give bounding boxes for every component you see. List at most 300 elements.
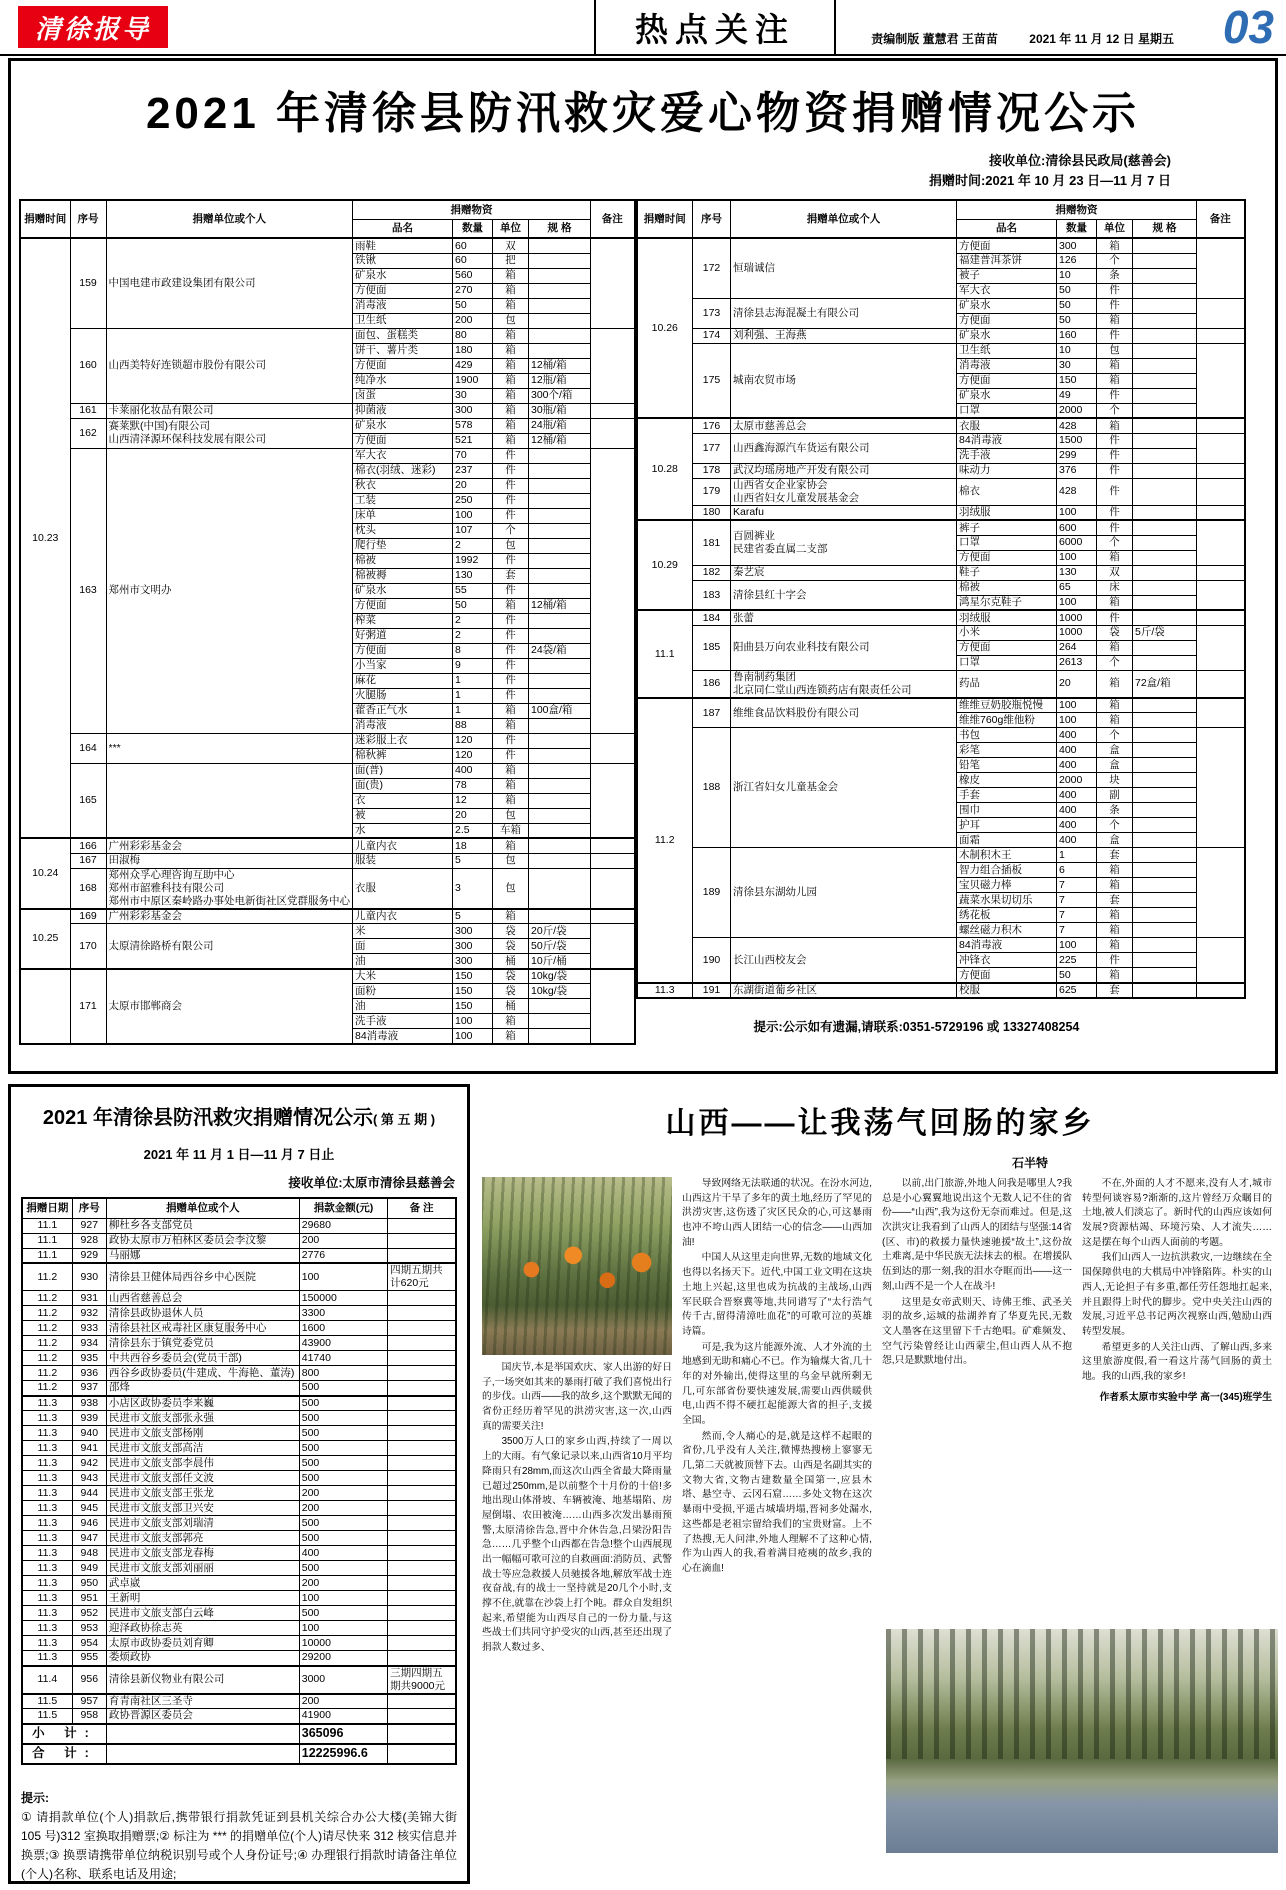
table-cell <box>1133 655 1197 670</box>
table-cell: 棉衣(羽绒、迷彩) <box>353 463 453 478</box>
table-cell: 931 <box>72 1291 106 1306</box>
table-cell: 桶 <box>493 999 529 1014</box>
table-cell: 箱 <box>1097 550 1133 565</box>
table-cell: 件 <box>493 673 529 688</box>
table-cell <box>1133 728 1197 743</box>
table-cell: 箱 <box>1097 238 1133 253</box>
table-cell: 件 <box>493 733 529 748</box>
table-cell: 套 <box>1097 848 1133 863</box>
table-cell <box>388 1291 456 1306</box>
table-cell <box>1133 640 1197 655</box>
table-cell: 11.3 <box>22 1486 72 1501</box>
table-cell <box>591 763 635 838</box>
table-cell: 棉衣 <box>957 478 1057 505</box>
table-cell: 箱 <box>1097 908 1133 923</box>
table-cell: 100 <box>1057 938 1097 953</box>
table-cell: 167 <box>70 853 106 868</box>
table-cell: 169 <box>70 909 106 924</box>
table-cell: 300 <box>453 954 493 969</box>
money-row <box>22 1381 456 1396</box>
table-cell: 面包、蛋糕类 <box>353 328 453 343</box>
table-cell <box>529 478 591 493</box>
table-cell: 方便面 <box>957 640 1057 655</box>
table-cell: 箱 <box>493 1029 529 1044</box>
table-cell: 爬行垫 <box>353 538 453 553</box>
table-cell: 200 <box>299 1501 387 1516</box>
table-cell: 300个/箱 <box>529 388 591 403</box>
table-cell <box>529 583 591 598</box>
table-cell: 单位 <box>1097 219 1133 238</box>
table-cell: 3000 <box>299 1666 387 1694</box>
table-cell <box>1133 373 1197 388</box>
receiver-line: 接收单位:清徐县民政局(慈善会) <box>989 153 1171 168</box>
table-cell <box>529 298 591 313</box>
table-cell: 300 <box>453 924 493 939</box>
article-paragraph: 以前,出门旅游,外地人问我是哪里人?我总是小心翼翼地说出这个无数人记不住的省份——“山西”,我为这份无奈而难过。但是,这次洪灾让我看到了山西人的团结与坚强:14省(区、市)的救援力量快速驰援“故土”,这份故土难离,是中华民族无法抹去的根。在增援队伍到达的那一刻,我的泪水夺眶而出——这一刻,山西不是一个人在战斗! <box>882 1178 1072 1292</box>
table-cell: 50 <box>1057 968 1097 983</box>
table-cell: 12225996.6 <box>299 1744 387 1764</box>
table-cell: 大米 <box>353 969 453 984</box>
table-cell: 民进市文旅支部杨刚 <box>106 1426 299 1441</box>
table-cell: 929 <box>72 1248 106 1263</box>
table-cell: 书包 <box>957 728 1057 743</box>
money-row <box>22 1366 456 1381</box>
table-cell: 备注 <box>1197 200 1245 238</box>
table-cell: 2000 <box>1057 773 1097 788</box>
table-cell: 个 <box>1097 535 1133 550</box>
table-cell <box>1197 478 1245 505</box>
table-cell: 65 <box>1057 580 1097 595</box>
table-cell: 件 <box>493 628 529 643</box>
total-row <box>22 1744 456 1764</box>
table-cell: 936 <box>72 1366 106 1381</box>
table-cell: 郑州众孚心理咨询互助中心 郑州市韶雅科技有限公司 郑州市中原区秦岭路办事处电新街社区党群服务中心 <box>106 868 353 909</box>
table-cell: 水 <box>353 823 453 838</box>
table-cell <box>1133 478 1197 505</box>
table-cell: 6000 <box>1057 535 1097 550</box>
table-cell: 184 <box>693 610 731 625</box>
table-cell: 个 <box>1097 403 1133 418</box>
table-cell: 方便面 <box>957 550 1057 565</box>
table-cell: 11.1 <box>22 1248 72 1263</box>
table-cell: 60 <box>453 253 493 268</box>
table-cell: 933 <box>72 1321 106 1336</box>
table-cell <box>388 1709 456 1724</box>
table-cell <box>529 493 591 508</box>
table-cell: 1 <box>1057 848 1097 863</box>
table-cell <box>1197 983 1245 998</box>
table-cell: 卫生纸 <box>957 343 1057 358</box>
table-cell: 件 <box>1097 328 1133 343</box>
table-cell: 29680 <box>299 1218 387 1233</box>
table-cell <box>1133 610 1197 625</box>
table-cell: 备 注 <box>388 1198 456 1218</box>
article-paragraph: 国庆节,本是举国欢庆、家人出游的好日子,一场突如其来的暴雨打破了我们喜悦出行的步伐。山西——我的故乡,这个默默无闻的省份正经历着罕见的洪涝灾害,这一次,山西真的需要关注! <box>482 1362 672 1432</box>
table-cell: 矿泉水 <box>353 418 453 433</box>
table-cell: 935 <box>72 1351 106 1366</box>
table-cell <box>1197 343 1245 418</box>
flood-rescue-photo <box>482 1177 672 1355</box>
table-cell: 11.2 <box>22 1366 72 1381</box>
table-cell: 迷彩服上衣 <box>353 733 453 748</box>
table-cell: 50 <box>1057 298 1097 313</box>
table-cell: 11.2 <box>637 698 693 983</box>
table-cell: 捐赠日期 <box>22 1198 72 1218</box>
goods-row <box>20 924 635 939</box>
table-cell: 方便面 <box>957 313 1057 328</box>
money-row <box>22 1636 456 1651</box>
table-cell: 2000 <box>1057 403 1097 418</box>
table-cell: 24袋/箱 <box>529 643 591 658</box>
goods-row <box>20 868 635 909</box>
table-cell <box>1197 610 1245 625</box>
goods-table-right-wrap <box>636 199 1246 1035</box>
table-cell: 126 <box>1057 253 1097 268</box>
goods-row <box>20 853 635 868</box>
table-cell: 1600 <box>299 1321 387 1336</box>
table-cell: 福建普洱茶饼 <box>957 253 1057 268</box>
table-cell <box>529 508 591 523</box>
table-cell: 件 <box>1097 448 1133 463</box>
table-cell <box>1133 833 1197 848</box>
table-cell: 500 <box>299 1381 387 1396</box>
table-cell: 41900 <box>299 1709 387 1724</box>
table-cell: 10.23 <box>20 238 70 838</box>
table-cell: 秋衣 <box>353 478 453 493</box>
table-cell: 237 <box>453 463 493 478</box>
table-cell: 件 <box>1097 953 1133 968</box>
table-cell: 木制积木王 <box>957 848 1057 863</box>
table-cell: 消毒液 <box>353 298 453 313</box>
table-cell: 件 <box>1097 433 1133 448</box>
donation-goods-table <box>636 199 1246 999</box>
table-cell: 口罩 <box>957 535 1057 550</box>
article-body <box>482 1177 1278 1853</box>
table-cell: 182 <box>693 565 731 580</box>
table-cell: 2 <box>453 628 493 643</box>
money-row <box>22 1531 456 1546</box>
table-cell: 箱 <box>493 418 529 433</box>
table-cell: 50 <box>1057 313 1097 328</box>
table-cell: 蔬菜水果切切乐 <box>957 893 1057 908</box>
table-cell: 维维豆奶胶瓶悦慢 <box>957 698 1057 713</box>
table-cell: 盒 <box>1097 743 1133 758</box>
money-row <box>22 1248 456 1263</box>
table-cell <box>529 763 591 778</box>
table-cell <box>106 763 353 838</box>
table-cell: 1500 <box>1057 433 1097 448</box>
table-cell: 藿香正气水 <box>353 703 453 718</box>
table-cell: 包 <box>493 868 529 909</box>
table-cell <box>1197 328 1245 343</box>
table-cell: 950 <box>72 1576 106 1591</box>
table-cell: 11.3 <box>22 1621 72 1636</box>
table-cell: 政协太原市万柏林区委员会李汶黎 <box>106 1233 299 1248</box>
table-cell: 945 <box>72 1501 106 1516</box>
table-cell <box>529 253 591 268</box>
table-cell <box>1133 878 1197 893</box>
table-cell: 个 <box>493 523 529 538</box>
table-cell <box>388 1531 456 1546</box>
table-cell: 11.5 <box>22 1709 72 1724</box>
table-cell <box>1133 505 1197 520</box>
table-cell: 消毒液 <box>353 718 453 733</box>
table-cell: 299 <box>1057 448 1097 463</box>
table-cell: 10 <box>1057 268 1097 283</box>
table-cell: 10.26 <box>637 238 693 418</box>
table-cell: Karafu <box>731 505 957 520</box>
table-cell <box>529 313 591 328</box>
table-cell: 72盒/箱 <box>1133 670 1197 698</box>
table-cell: 箱 <box>493 433 529 448</box>
table-cell: 10斤/桶 <box>529 954 591 969</box>
table-cell: 箱 <box>493 388 529 403</box>
table-cell: 邵烽 <box>106 1381 299 1396</box>
money-row <box>22 1396 456 1411</box>
table-cell: 20 <box>453 478 493 493</box>
table-cell <box>1133 388 1197 403</box>
table-cell: 500 <box>299 1411 387 1426</box>
table-cell: 11.3 <box>22 1576 72 1591</box>
table-cell: 11.3 <box>22 1501 72 1516</box>
table-cell: 套 <box>1097 893 1133 908</box>
table-cell: 100 <box>1057 698 1097 713</box>
table-cell <box>591 733 635 763</box>
table-cell: 270 <box>453 283 493 298</box>
table-cell: 赛莱默(中国)有限公司 山西清泽源环保科技发展有限公司 <box>106 418 353 448</box>
table-cell <box>1133 698 1197 713</box>
table-cell: 179 <box>693 478 731 505</box>
table-cell: 428 <box>1057 478 1097 505</box>
money-row <box>22 1694 456 1709</box>
table-cell: 191 <box>693 983 731 998</box>
subtotal-row <box>22 1724 456 1744</box>
table-cell <box>388 1411 456 1426</box>
table-cell: 小店区政协委员李来巍 <box>106 1396 299 1411</box>
table-cell: 2776 <box>299 1248 387 1263</box>
table-cell: 11.2 <box>22 1321 72 1336</box>
table-cell: 166 <box>70 838 106 853</box>
table-cell <box>388 1471 456 1486</box>
table-cell <box>1133 893 1197 908</box>
table-cell: 箱 <box>493 298 529 313</box>
table-cell <box>388 1233 456 1248</box>
table-cell: 矿泉水 <box>957 298 1057 313</box>
table-cell: 100 <box>1057 713 1097 728</box>
table-cell: 矿泉水 <box>957 328 1057 343</box>
page-number: 03 <box>1222 1 1274 53</box>
table-cell: 郑州市文明办 <box>106 448 353 733</box>
money-row <box>22 1426 456 1441</box>
table-cell: 单位 <box>493 219 529 238</box>
table-cell: 84消毒液 <box>957 433 1057 448</box>
table-cell <box>591 909 635 924</box>
table-cell: 铅笔 <box>957 758 1057 773</box>
goods-notice-title: 2021 年清徐县防汛救灾爱心物资捐赠情况公示 <box>145 89 1141 138</box>
table-cell <box>1197 565 1245 580</box>
goods-row <box>637 418 1245 433</box>
table-cell: 180 <box>453 343 493 358</box>
table-cell: 188 <box>693 728 731 848</box>
goods-row <box>20 969 635 984</box>
goods-tables <box>19 199 1267 1045</box>
table-cell: 932 <box>72 1306 106 1321</box>
table-cell: 180 <box>693 505 731 520</box>
goods-row <box>20 418 635 433</box>
table-cell: 300 <box>453 403 493 418</box>
table-cell: 工装 <box>353 493 453 508</box>
table-cell: 清徐县卫健体局西谷乡中心医院 <box>106 1263 299 1291</box>
table-cell: 山西鑫海源汽车货运有限公司 <box>731 433 957 463</box>
table-cell: 捐赠物资 <box>957 200 1197 219</box>
table-cell: 米 <box>353 924 453 939</box>
goods-row <box>20 763 635 778</box>
table-cell: 件 <box>493 478 529 493</box>
table-cell: 1900 <box>453 373 493 388</box>
table-cell: 把 <box>493 253 529 268</box>
table-cell: 捐赠时间 <box>20 200 70 238</box>
table-cell: 箱 <box>493 283 529 298</box>
table-cell <box>388 1724 456 1744</box>
goods-row <box>20 403 635 418</box>
goods-row <box>637 478 1245 505</box>
table-cell <box>388 1501 456 1516</box>
table-cell: 浙江省妇女儿童基金会 <box>731 728 957 848</box>
table-cell: 1992 <box>453 553 493 568</box>
table-cell <box>1133 803 1197 818</box>
table-cell <box>529 613 591 628</box>
goods-row <box>637 610 1245 625</box>
table-cell: 174 <box>693 328 731 343</box>
goods-notice-meta <box>19 151 1267 191</box>
table-cell: 清徐县志海混凝土有限公司 <box>731 298 957 328</box>
table-cell: 11.4 <box>22 1666 72 1694</box>
table-cell: 100 <box>1057 550 1097 565</box>
table-cell: 恒瑞诚信 <box>731 238 957 298</box>
goods-row <box>637 343 1245 358</box>
table-cell: 捐赠单位或个人 <box>731 200 957 238</box>
table-cell: 方便面 <box>353 643 453 658</box>
goods-row <box>637 580 1245 595</box>
table-cell: 袋 <box>493 984 529 999</box>
table-cell: 育青南社区三圣寺 <box>106 1694 299 1709</box>
goods-row <box>20 328 635 343</box>
table-cell: 件 <box>493 463 529 478</box>
table-cell: 521 <box>453 433 493 448</box>
table-cell: 棉被褥 <box>353 568 453 583</box>
table-cell: 鸿星尔克鞋子 <box>957 595 1057 610</box>
money-row <box>22 1411 456 1426</box>
table-cell: 箱 <box>493 838 529 853</box>
money-notice-title <box>21 1101 457 1130</box>
table-cell: 小当家 <box>353 658 453 673</box>
table-cell: 件 <box>1097 298 1133 313</box>
table-cell: 30 <box>453 388 493 403</box>
table-cell: 方便面 <box>957 373 1057 388</box>
table-cell: 300 <box>1057 238 1097 253</box>
table-cell: 面(贵) <box>353 778 453 793</box>
table-cell: 400 <box>1057 728 1097 743</box>
table-cell: 冲锋衣 <box>957 953 1057 968</box>
table-cell: 7 <box>1057 878 1097 893</box>
table-cell <box>529 673 591 688</box>
table-cell: 12桶/箱 <box>529 358 591 373</box>
table-cell <box>388 1218 456 1233</box>
table-cell: 5斤/袋 <box>1133 625 1197 640</box>
table-cell <box>388 1744 456 1764</box>
table-cell: 件 <box>493 613 529 628</box>
table-cell: 250 <box>453 493 493 508</box>
table-cell: 10.28 <box>637 418 693 520</box>
table-cell <box>1133 758 1197 773</box>
table-cell <box>1133 343 1197 358</box>
table-cell <box>1197 848 1245 938</box>
table-cell: 卫生纸 <box>353 313 453 328</box>
table-cell <box>1133 418 1197 433</box>
table-cell <box>1197 433 1245 463</box>
table-cell: 马丽娜 <box>106 1248 299 1263</box>
riverside-planting-photo <box>886 1629 1278 1853</box>
table-cell: 429 <box>453 358 493 373</box>
table-cell: 好粥道 <box>353 628 453 643</box>
money-notice-box <box>8 1084 470 1884</box>
table-cell: 包 <box>493 538 529 553</box>
table-cell <box>1133 328 1197 343</box>
table-cell: 个 <box>1097 655 1133 670</box>
table-cell: 1000 <box>1057 625 1097 640</box>
table-cell: 10.25 <box>20 909 70 969</box>
table-cell <box>1133 788 1197 803</box>
table-cell: 太原市慈善总会 <box>731 418 957 433</box>
table-cell: 彩笔 <box>957 743 1057 758</box>
table-cell: 2 <box>453 538 493 553</box>
table-cell: 棉被 <box>957 580 1057 595</box>
table-cell: 绣花板 <box>957 908 1057 923</box>
table-cell: 儿童内衣 <box>353 909 453 924</box>
table-cell <box>1197 298 1245 328</box>
table-cell: 11.3 <box>22 1651 72 1666</box>
table-cell: 500 <box>299 1561 387 1576</box>
table-cell: 件 <box>493 658 529 673</box>
table-cell: 箱 <box>493 763 529 778</box>
table-cell: 包 <box>1097 343 1133 358</box>
table-cell: 箱 <box>1097 713 1133 728</box>
money-table <box>21 1197 457 1765</box>
table-cell: 600 <box>1057 520 1097 535</box>
table-cell: 袋 <box>493 924 529 939</box>
table-cell: 铁锹 <box>353 253 453 268</box>
table-cell: 49 <box>1057 388 1097 403</box>
table-cell: 2613 <box>1057 655 1097 670</box>
table-cell: 3 <box>453 868 493 909</box>
table-cell <box>388 1248 456 1263</box>
table-cell: 校服 <box>957 983 1057 998</box>
table-cell <box>1197 520 1245 565</box>
table-cell: 箱 <box>493 328 529 343</box>
table-cell: 序号 <box>693 200 731 238</box>
table-cell: 口罩 <box>957 655 1057 670</box>
table-cell: 箱 <box>1097 968 1133 983</box>
table-cell: 民进市文旅支部刘瑞清 <box>106 1516 299 1531</box>
table-cell: 护耳 <box>957 818 1057 833</box>
table-cell <box>388 1486 456 1501</box>
table-cell: 箱 <box>1097 595 1133 610</box>
table-cell <box>529 658 591 673</box>
issue-date: 2021 年 11 月 12 日 星期五 <box>1029 32 1174 46</box>
table-cell: 裤子 <box>957 520 1057 535</box>
table-cell: 军大衣 <box>957 283 1057 298</box>
table-cell: 940 <box>72 1426 106 1441</box>
